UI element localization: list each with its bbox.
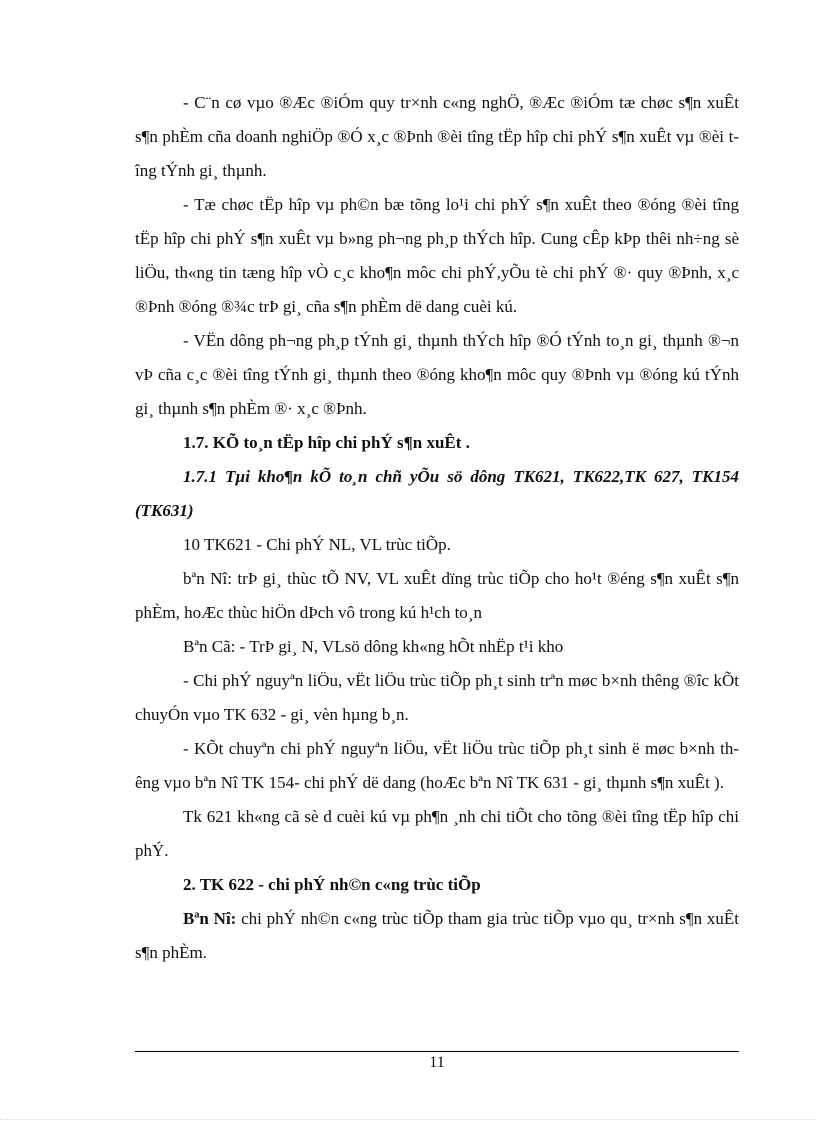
page-number: 11 — [429, 1054, 445, 1071]
tk622-debit — [135, 902, 739, 970]
section-heading-1-7: 1.7. KÕ to¸n tËp hîp chi phÝ s¶n xuÊt . — [183, 433, 470, 452]
tk621-note: Tk 621 kh«ng cã sè d cuèi kú vµ ph¶n ¸nh chi tiÕt cho tõng ®èi tîng tËp hîp chi phÝ. — [135, 807, 739, 860]
paragraph-costing-method: - VËn dông ph¬ng ph¸p tÝnh gi¸ thµnh thÝch hîp ®Ó tÝnh to¸n gi¸ thµnh ®¬n vÞ cña c¸c ®èi tîng tÝnh gi¸ thµnh theo ®óng kho¶n môc quy ®Þnh vµ ®óng kú tÝnh gi¸ thµnh s¶n phÈm ®· x¸c ®Þnh. — [135, 331, 739, 418]
page-edge — [0, 1119, 816, 1120]
footer-rule — [135, 1051, 739, 1052]
subsection-heading-1-7-1: 1.7.1 Tµi kho¶n kÕ to¸n chñ yÕu sö dông TK621, TK622,TK 627, TK154 (TK631) — [135, 467, 739, 520]
tk622-debit-label: Bªn Nî: — [183, 909, 237, 928]
tk621-debit: bªn Nî: trÞ gi¸ thùc tÕ NV, VL xuÊt dïng trùc tiÕp cho ho¹t ®éng s¶n xuÊt s¶n phÈm, hoÆc thùc hiÖn dÞch vô trong kú h¹ch to¸n — [135, 569, 739, 622]
tk621-title: 10 TK621 - Chi phÝ NL, VL trùc tiÕp. — [183, 535, 451, 554]
tk622-title: 2. TK 622 - chi phÝ nh©n c«ng trùc tiÕp — [183, 875, 481, 894]
tk621-credit: Bªn Cã: - TrÞ gi¸ N, VLsö dông kh«ng hÕt nhËp t¹i kho — [183, 637, 564, 656]
tk622-debit-text: chi phÝ nh©n c«ng trùc tiÕp tham gia trùc tiÕp vµo qu¸ tr×nh s¶n xuÊt s¶n phÈm. — [135, 909, 739, 962]
body-text — [135, 86, 739, 970]
tk621-item-2: - KÕt chuyªn chi phÝ nguyªn liÖu, vËt liÖu trùc tiÕp ph¸t sinh ë møc b×nh thêng vµo bªn Nî TK 154- chi phÝ dë dang (hoÆc bªn Nî TK 631 - gi¸ thµnh s¶n xuÊt ). — [135, 739, 739, 792]
paragraph-cost-allocation: - Tæ chøc tËp hîp vµ ph©n bæ tõng lo¹i chi phÝ s¶n xuÊt theo ®óng ®èi tîng tËp hîp chi phÝ s¶n xuÊt vµ b»ng ph¬ng ph¸p thÝch hîp. Cung cÊp kÞp thêi nh÷ng sè liÖu, th«ng tin tæng hîp vÒ c¸c kho¶n môc chi phÝ,yÕu tè chi phÝ ®· quy ®Þnh, x¸c ®Þnh ®óng ®¾c trÞ gi¸ cña s¶n phÈm dë dang cuèi kú. — [135, 195, 739, 316]
tk621-item-1: - Chi phÝ nguyªn liÖu, vËt liÖu trùc tiÕp ph¸t sinh trªn møc b×nh thêng ®îc kÕt chuyÓn vµo TK 632 - gi¸ vèn hµng b¸n. — [135, 671, 739, 724]
paragraph-cost-basis: - C¨n cø vµo ®Æc ®iÓm quy tr×nh c«ng nghÖ, ®Æc ®iÓm tæ chøc s¶n xuÊt s¶n phÈm cña doanh nghiÖp ®Ó x¸c ®Þnh ®èi tîng tËp hîp chi phÝ s¶n xuÊt vµ ®èi tîng tÝnh gi¸ thµnh. — [135, 93, 739, 180]
